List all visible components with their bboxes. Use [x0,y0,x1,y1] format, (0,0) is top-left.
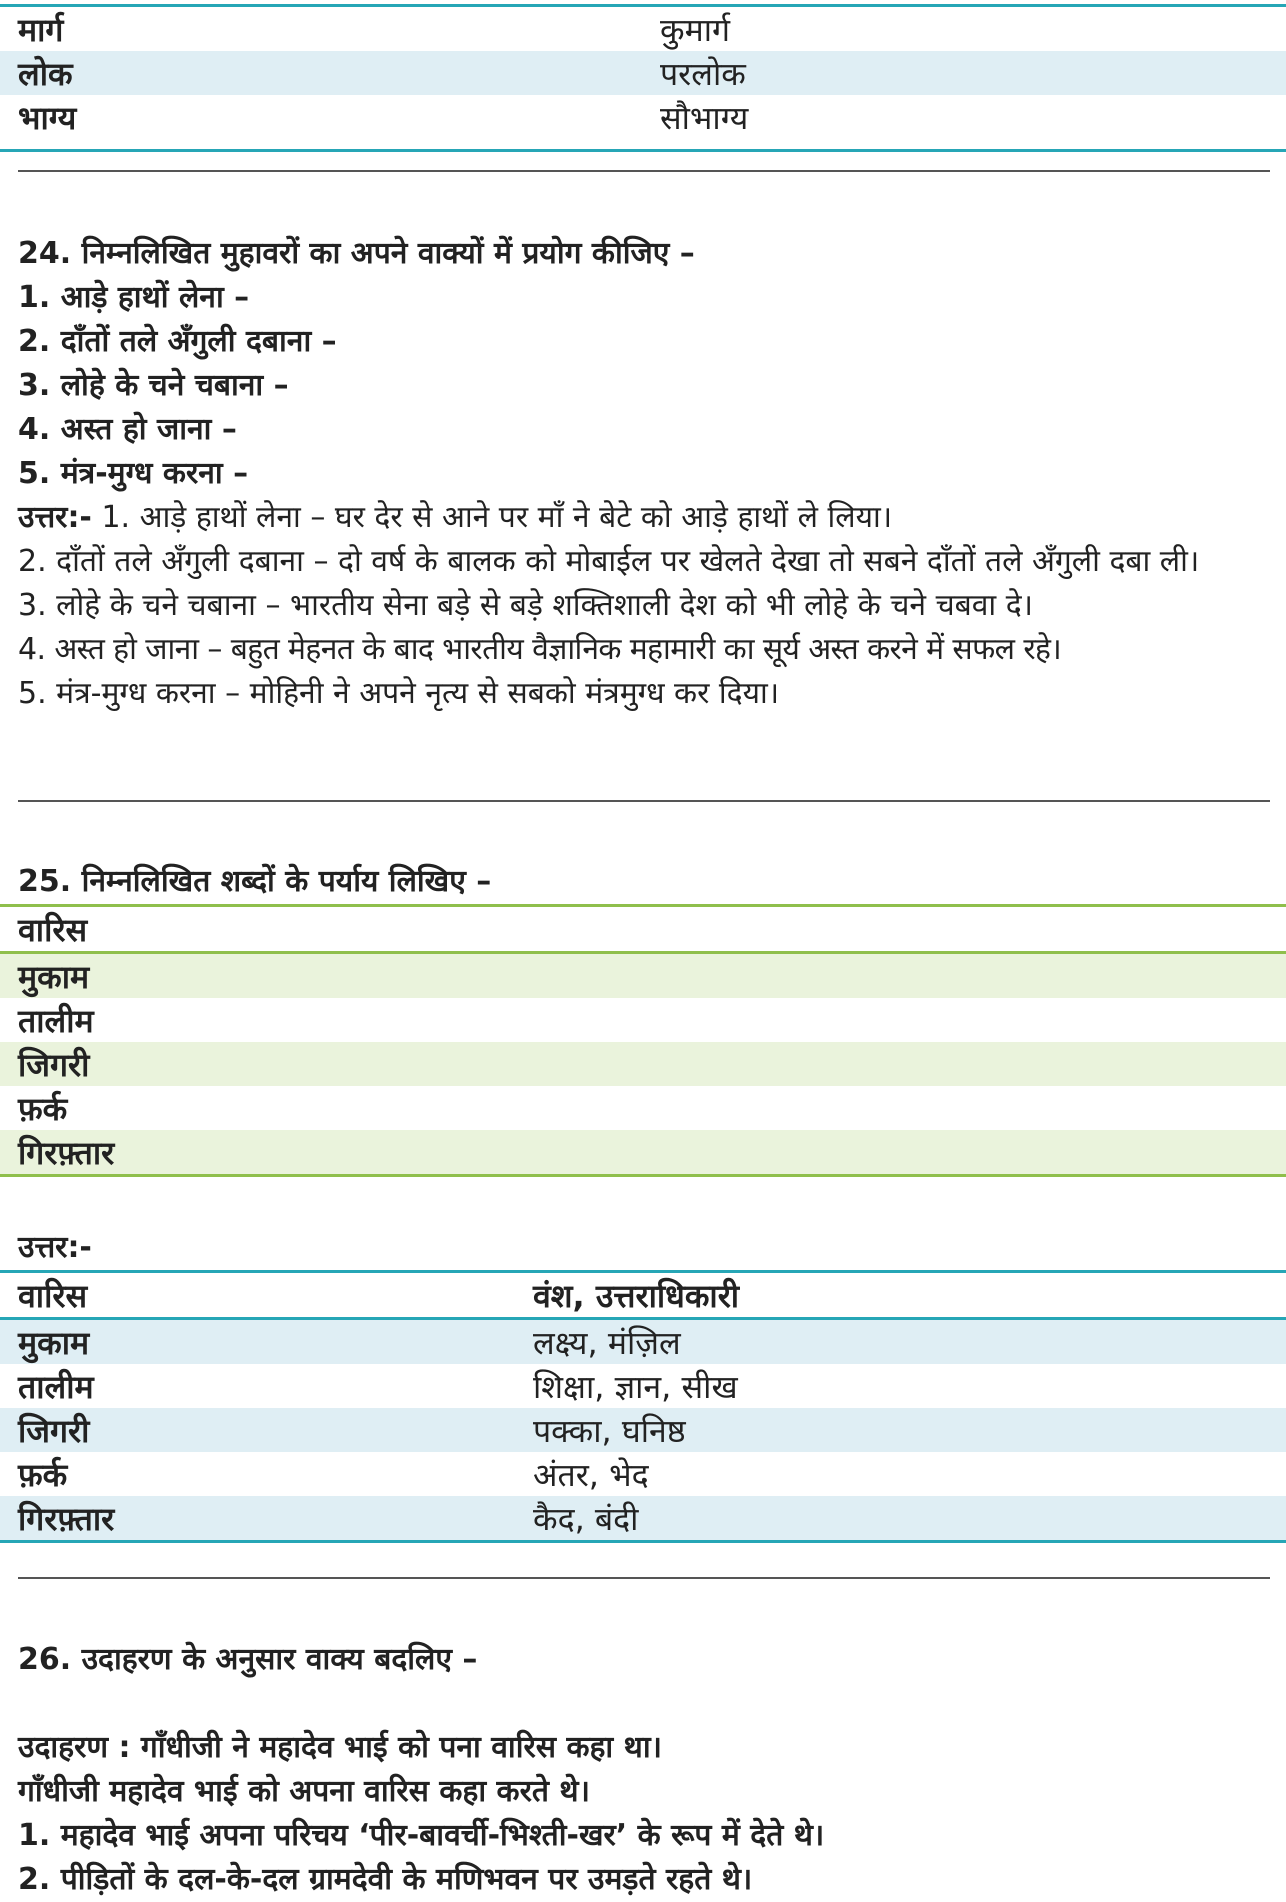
divider [18,800,1270,802]
answer-cell: कैद, बंदी [533,1499,639,1538]
answer-label-25 [18,1226,1268,1270]
idiom-item: 3. लोहे के चने चबाना – [18,368,289,403]
answer-line: 5. मंत्र-मुग्ध करना – मोहिनी ने अपने नृत्य से सबको मंत्रमुग्ध कर दिया। [18,676,780,711]
question-24 [18,232,1268,716]
table-row [0,907,1286,951]
answer-cell: वंश, उत्तराधिकारी [533,1276,740,1315]
table-row [0,1320,1286,1364]
answer-cell: शिक्षा, ज्ञान, सीख [533,1367,738,1406]
table-bottom-border [0,1174,1286,1177]
idiom-item: 2. दाँतों तले अँगुली दबाना – [18,324,337,359]
divider [18,1577,1270,1579]
answer-cell: सौभाग्य [660,98,749,137]
question-heading: 26. उदाहरण के अनुसार वाक्य बदलिए – [18,1642,478,1677]
exercise-item: 1. महादेव भाई अपना परिचय ‘पीर-बावर्ची-भिश्ती-खर’ के रूप में देते थे। [18,1818,825,1853]
answer-cell: परलोक [660,54,746,93]
idiom-item: 4. अस्त हो जाना – [18,412,237,447]
word-cell: जिगरी [18,1045,90,1084]
answer-cell: लक्ष्य, मंज़िल [533,1323,681,1362]
table-row [0,954,1286,998]
example-line: उदाहरण : गाँधीजी ने महादेव भाई को पना वारिस कहा था। [18,1730,662,1765]
word-cell: वारिस [18,1276,88,1315]
answer-line: 4. अस्त हो जाना – बहुत मेहनत के बाद भारतीय वैज्ञानिक महामारी का सूर्य अस्त करने में सफल रहे। [18,632,1062,667]
word-cell: मुकाम [18,1323,90,1362]
table-row [0,998,1286,1042]
table-row [0,1364,1286,1408]
question-26 [18,1638,1268,1902]
table-bottom-border [0,149,1286,152]
table-row [0,1273,1286,1317]
synonym-word-table [0,904,1286,1177]
answer-line [18,496,1268,540]
synonym-answer-table [0,1270,1286,1543]
question-heading: 25. निम्नलिखित शब्दों के पर्याय लिखिए – [18,864,492,899]
table-row [0,1452,1286,1496]
answer-cell: अंतर, भेद [533,1455,649,1494]
table-row [0,95,1286,139]
answer-label: उत्तर:- [18,1230,92,1265]
answer-line: 2. दाँतों तले अँगुली दबाना – दो वर्ष के बालक को मोबाईल पर खेलते देखा तो सबने दाँतों तले अँगुली दबा ली। [18,544,1200,579]
word-cell: तालीम [18,1367,94,1406]
table-row [0,1130,1286,1174]
answer-cell: पक्का, घनिष्ठ [533,1411,686,1450]
table-row [0,1496,1286,1540]
answer-label: उत्तर:- [18,500,92,535]
word-cell: वारिस [18,910,88,949]
table-row [0,1042,1286,1086]
word-cell: भाग्य [18,98,77,137]
antonym-table [0,4,1286,152]
table-row [0,1408,1286,1452]
idiom-item: 5. मंत्र-मुग्ध करना – [18,456,249,491]
word-cell: तालीम [18,1001,94,1040]
answer-text: 1. आड़े हाथों लेना – घर देर से आने पर माँ ने बेटे को आड़े हाथों ले लिया। [101,500,893,535]
word-cell: लोक [18,54,73,93]
word-cell: गिरफ़्तार [18,1133,115,1172]
table-bottom-border [0,1540,1286,1543]
word-cell: मार्ग [18,10,64,49]
divider [18,170,1270,172]
question-heading: 24. निम्नलिखित मुहावरों का अपने वाक्यों में प्रयोग कीजिए – [18,236,695,271]
table-row [0,51,1286,95]
word-cell: फ़र्क [18,1455,68,1494]
word-cell: जिगरी [18,1411,90,1450]
exercise-item: 2. पीड़ितों के दल-के-दल ग्रामदेवी के मणिभवन पर उमड़ते रहते थे। [18,1862,753,1897]
example-line: गाँधीजी महादेव भाई को अपना वारिस कहा करते थे। [18,1774,590,1809]
table-row [0,7,1286,51]
table-row [0,1086,1286,1130]
word-cell: गिरफ़्तार [18,1499,115,1538]
question-25-heading [18,860,1268,904]
answer-cell: कुमार्ग [660,10,731,49]
word-cell: फ़र्क [18,1089,68,1128]
answer-line: 3. लोहे के चने चबाना – भारतीय सेना बड़े से बड़े शक्तिशाली देश को भी लोहे के चने चबवा दे। [18,588,1034,623]
idiom-item: 1. आड़े हाथों लेना – [18,280,250,315]
word-cell: मुकाम [18,957,90,996]
